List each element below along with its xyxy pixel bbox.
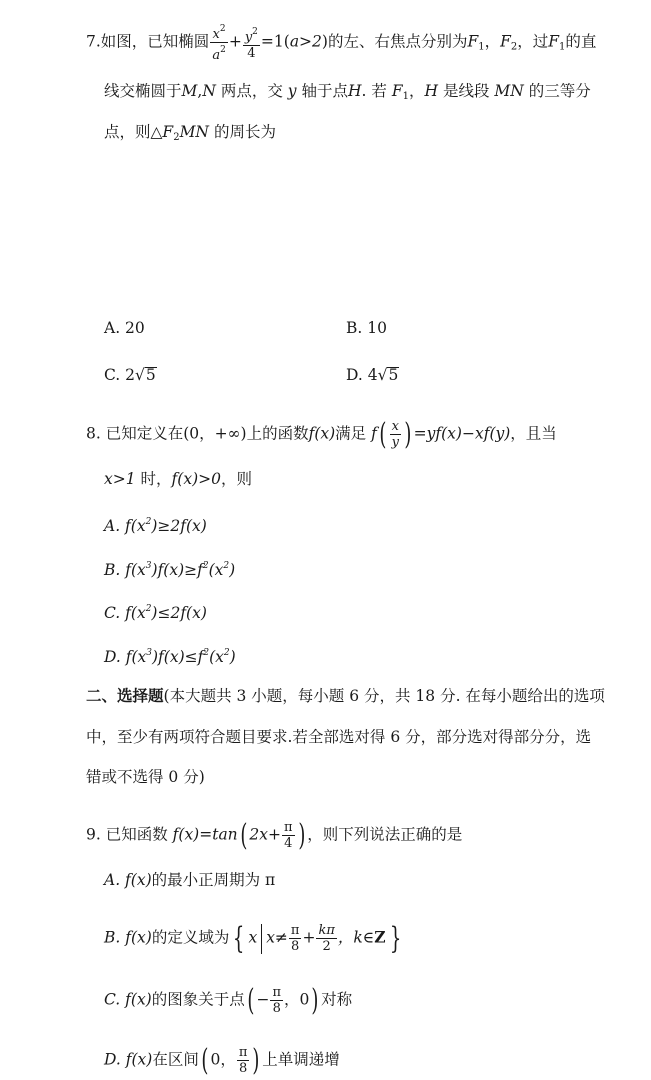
q7-sub: 1 [559, 41, 566, 53]
q7-option-a: A. 20 [104, 319, 145, 337]
section2-instructions: (本大题共 3 小题，每小题 6 分，共 18 分. 在每小题给出的选项 [163, 687, 605, 705]
q9-c-zero: ，0 [284, 990, 310, 1009]
q9-d-fx: D. f(x) [104, 1050, 153, 1069]
q9-b-text: 的定义域为 [151, 928, 230, 947]
q7-text: 两点，交 [220, 82, 283, 100]
section2-title: 二、选择题 [86, 686, 164, 705]
q7-y: y [287, 82, 297, 100]
q8-b-sup: 3 [145, 561, 152, 571]
q9-option-d: D. f(x)在区间( 0， $\frac{\pi}{8}$ ) 上单调递增 [104, 1042, 340, 1078]
q9-b-fx: B. f(x) [104, 928, 152, 947]
q8-b-mid: (x [208, 561, 224, 579]
q7-frac-y24 [243, 25, 260, 61]
q7-text: 是线段 [442, 82, 490, 100]
q8-b-mid: )f(x)≥f [151, 561, 203, 579]
q7-text: 如图，已知椭圆 [100, 32, 210, 51]
q7-text: 的三等分 [528, 82, 591, 100]
q9-pi: π [283, 820, 293, 835]
q7-number: 7. [86, 32, 101, 51]
q9-inner: 2x+ [249, 825, 281, 844]
q9-c-fx: C. f(x) [104, 990, 152, 1009]
q9-text: ，则下列说法正确的是 [307, 825, 463, 844]
q7-cond: a>2 [289, 32, 322, 51]
q7-text: ，过 [517, 32, 549, 51]
q8-text: 时， [140, 470, 172, 488]
q7-F: F [467, 32, 479, 51]
q8-d-mid: (x [209, 648, 224, 666]
q8-c-pre: C. f(x [104, 604, 146, 622]
q9-option-b: B. f(x)的定义域为 { x x≠ $\frac{\pi}{8}$ + $\frac{k\pi}{2}$ ，k∈Z } [104, 920, 401, 956]
q7-F: F [162, 123, 174, 141]
q9-d-text: 上单调递增 [262, 1050, 340, 1069]
q8-line1: 8. 已知定义在(0，+∞)上的函数f(x)满足 f( $\frac{x}{y}$ ) =yf(x)−xf(y)，且当 [86, 416, 557, 452]
q8-b-sup: 2 [223, 561, 230, 571]
q9-frac-pi4 [282, 820, 295, 851]
q8-b-sup: 2 [202, 561, 209, 571]
q7-F: F [548, 32, 560, 51]
q7-text: . 若 [361, 82, 387, 100]
q9-option-a [104, 870, 275, 890]
q8-f: f [371, 424, 377, 443]
q8-a-sup: 2 [145, 517, 152, 527]
q7-sup: 2 [219, 24, 226, 34]
q7-frac-x2a2 [210, 22, 228, 63]
q9-four: 4 [284, 836, 293, 851]
q7-sub: 2 [173, 132, 180, 143]
q8-fx: f(x)>0 [171, 470, 221, 488]
q8-b-post: ) [229, 561, 236, 579]
q8-text: 满足 [335, 424, 367, 443]
q7-line1: 7.如图，已知椭圆 $\frac{x^2}{a^2}$ + $\frac{y^2}{4}$ =1(a>2)的左、右焦点分别为$F_1$，$F_2$，过$F_1$的直 [86, 24, 597, 63]
q9-option-c: C. f(x)的图象关于点( − $\frac{\pi}{8}$ ，0) 对称 [104, 982, 353, 1018]
q8-text: ，则 [220, 470, 252, 488]
q7-H: H [424, 82, 439, 100]
q8-line2 [104, 469, 252, 489]
q9-c-eight: 8 [272, 1001, 281, 1016]
q8-d-pre: D. f(x [104, 648, 147, 666]
q8-fx: f(x) [308, 424, 336, 443]
q7-option-d-radicand: 5 [388, 366, 399, 384]
q9-b-frac-kpi2 [316, 923, 336, 954]
q7-sub: 2 [510, 41, 518, 53]
section2-line2: 中，至少有两项符合题目要求.若全部选对得 6 分，部分选对得部分分，选 [86, 728, 592, 746]
q7-M: M [181, 82, 198, 100]
q8-d-post: ) [229, 648, 236, 666]
q7-text: ， [408, 82, 425, 100]
q8-d-sup: 3 [146, 648, 152, 658]
q8-option-b [104, 556, 235, 580]
q9-c-frac-pi8 [270, 985, 283, 1016]
q8-x: x [390, 419, 401, 435]
q9-d-pi: π [238, 1045, 248, 1060]
q7-line2: 线交椭圆于M,N 两点，交 y 轴于点H. 若 $F_1$，H 是线段 MN 的三等分 [104, 82, 591, 102]
q7-sup: 2 [220, 45, 226, 55]
q9-b-pi: π [290, 923, 300, 938]
q8-a-post: )≥2f(x) [151, 517, 207, 535]
q9-b-plus: + [302, 928, 316, 947]
q7-MN: MN [494, 82, 524, 100]
q7-y: y [244, 29, 253, 45]
q8-d-sup: 2 [223, 648, 230, 658]
q9-a-fx: A. f(x) [104, 871, 152, 889]
section2-line3: 错或不选得 0 分) [86, 768, 205, 786]
q7-sup: 2 [252, 26, 258, 37]
q9-c-text: 对称 [321, 990, 353, 1009]
q7-F: F [391, 82, 403, 100]
q9-d-zero: 0， [210, 1050, 236, 1069]
q8-d-mid: )f(x)≤f [152, 648, 204, 666]
q8-y: y [391, 435, 399, 450]
q9-a-text: 的最小正周期为 π [151, 871, 276, 889]
q7-text: 的周长为 [213, 123, 276, 141]
q8-option-c [104, 599, 207, 623]
q9-stem: 9. 已知函数 f(x)=tan( 2x+ $\frac{\pi}{4}$ ) ，则下列说法正确的是 [86, 817, 463, 853]
q7-H: H [348, 82, 362, 100]
q7-F: F [500, 32, 511, 51]
q9-c-neg: − [256, 990, 270, 1009]
q7-N: N [202, 82, 216, 100]
q8-option-d [104, 643, 236, 667]
q8-c-post: )≤2f(x) [151, 604, 207, 622]
q7-MN: MN [179, 123, 209, 141]
q9-b-eight: 8 [291, 939, 300, 954]
q9-b-kpi: kπ [318, 923, 335, 938]
q7-text: 的直 [565, 32, 597, 51]
q7-sub: 1 [478, 41, 485, 53]
q8-rhs: =yf(x)−xf(y) [413, 424, 511, 443]
q8-frac-xy [390, 419, 401, 450]
q9-b-x: x [248, 928, 258, 947]
q9-b-tail: ，k∈ [337, 928, 375, 947]
section2-line1 [86, 686, 605, 706]
q7-four: 4 [247, 45, 256, 61]
q7-text: 线交椭圆于 [104, 82, 182, 100]
q9-fx: f(x)=tan [172, 825, 238, 844]
q8-b-pre: B. f(x [104, 561, 146, 579]
q8-cond: x>1 [104, 470, 136, 488]
q9-b-integers: Z [374, 927, 386, 947]
q8-d-sup: 2 [203, 648, 210, 658]
q7-a: a [212, 48, 221, 63]
q9-b-frac-pi8 [289, 923, 302, 954]
q7-option-b: B. 10 [346, 319, 387, 337]
q7-option-c-radicand: 5 [145, 366, 156, 384]
q9-d-frac-pi8 [237, 1045, 250, 1076]
q7-text: 轴于点 [301, 82, 348, 100]
q7-sub: 1 [402, 91, 409, 102]
q9-b-neq: x≠ [266, 928, 288, 947]
q9-text: 9. 已知函数 [86, 825, 168, 844]
q9-c-text: 的图象关于点 [151, 990, 245, 1009]
q7-option-d: D. 4√5 [346, 366, 399, 384]
q9-d-eight: 8 [239, 1061, 248, 1076]
q8-text: ，且当 [510, 424, 557, 443]
q7-option-d-pre: D. 4 [346, 366, 378, 384]
q8-a-pre: A. f(x [104, 517, 146, 535]
q8-c-sup: 2 [145, 604, 152, 614]
q7-text: 点，则△ [104, 123, 163, 141]
q7-x: x [212, 27, 220, 42]
q7-option-c-pre: C. 2 [104, 366, 136, 384]
q9-b-two: 2 [322, 939, 331, 954]
q8-text: 8. 已知定义在(0，+∞)上的函数 [86, 424, 309, 443]
q7-eq: =1( [260, 32, 290, 51]
q7-option-c: C. 2√5 [104, 366, 156, 384]
q8-option-a [104, 512, 207, 536]
q9-c-pi: π [272, 985, 282, 1000]
q7-comma: ， [484, 32, 501, 51]
q7-line3 [104, 122, 276, 148]
q9-d-text: 在区间 [152, 1050, 199, 1069]
q7-text: )的左、右焦点分别为 [321, 32, 468, 51]
